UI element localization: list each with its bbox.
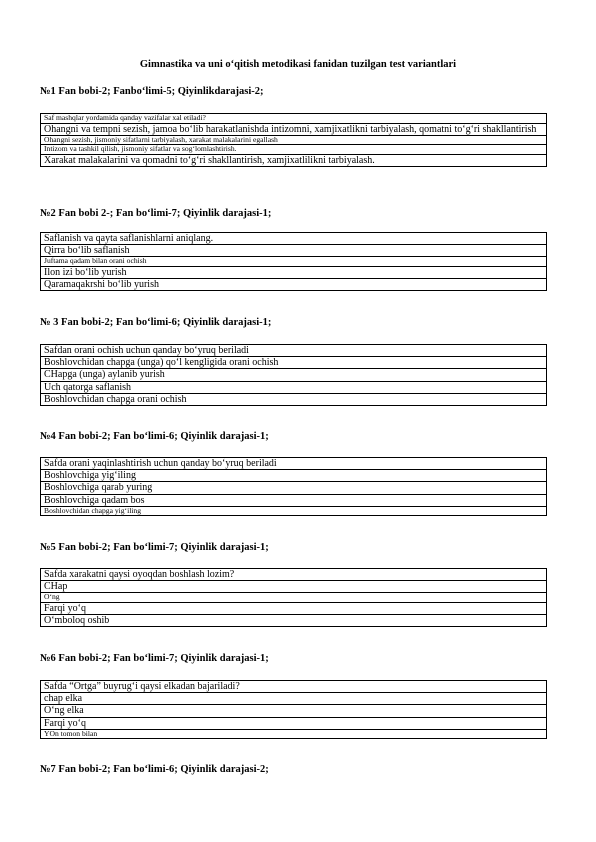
answer-option: O‘ng (41, 593, 547, 603)
answer-option: CHap (41, 581, 547, 593)
answer-option: Qirra bo‘lib saflanish (41, 245, 547, 257)
answer-option: Farqi yo‘q (41, 717, 547, 729)
document-title: Gimnastika va uni o‘qitish metodikasi fanidan tuzilgan test variantlari (139, 59, 457, 70)
answer-option: Boshlovchidan chapga (unga) qo‘l kengligida orani ochish (41, 357, 547, 369)
question-text: Saflanish va qayta saflanishlarni aniqlang. (41, 233, 547, 245)
answer-option: Boshlovchidan chapga yig‘iling (41, 506, 547, 516)
answer-option: Boshlovchidan chapga orani ochish (41, 393, 547, 405)
question-header: №2 Fan bobi 2-; Fan bo‘limi-7; Qiyinlik darajasi-1; (40, 208, 272, 219)
answer-option: Farqi yo‘q (41, 602, 547, 614)
question-header: №4 Fan bobi-2; Fan bo‘limi-6; Qiyinlik darajasi-1; (40, 431, 269, 442)
answer-option: Intizom va tashkil qilish, jismoniy sifatlar va sog‘lomlashtirish. (41, 145, 547, 155)
question-text: Safda xarakatni qaysi oyoqdan boshlash lozim? (41, 569, 547, 581)
answer-option: Boshlovchiga qadam bos (41, 494, 547, 506)
question-table (40, 457, 547, 516)
answer-option: Ohangni sezish, jismoniy sifatlarni tarbiyalash, xarakat malakalarini egallash (41, 135, 547, 145)
question-table (40, 568, 547, 627)
question-table (40, 113, 547, 167)
question-header: №5 Fan bobi-2; Fan bo‘limi-7; Qiyinlik darajasi-1; (40, 542, 269, 553)
question-header: №6 Fan bobi-2; Fan bo‘limi-7; Qiyinlik darajasi-1; (40, 653, 269, 664)
answer-option: Boshlovchiga qarab yuring (41, 482, 547, 494)
answer-option: Qaramaqakrshi bo‘lib yurish (41, 279, 547, 291)
answer-option: Ohangni va tempni sezish, jamoa bo‘lib harakatlanishda intizomni, xamjixatlikni tarbiyalash, qomatni to‘g‘ri shakllantirish (41, 123, 547, 135)
answer-option: Boshlovchiga yig‘iling (41, 470, 547, 482)
question-text: Safdan orani ochish uchun qanday bo‘yruq beriladi (41, 345, 547, 357)
question-text: Saf mashqlar yordamida qanday vazifalar xal etiladi? (41, 114, 547, 124)
question-text: Safda orani yaqinlashtirish uchun qanday bo‘yruq beriladi (41, 458, 547, 470)
answer-option: O‘ng elka (41, 705, 547, 717)
question-text: Safda “Ortga” buyrug‘i qaysi elkadan bajariladi? (41, 681, 547, 693)
question-table (40, 344, 547, 406)
answer-option: CHapga (unga) aylanib yurish (41, 369, 547, 381)
question-table (40, 232, 547, 291)
question-header: №1 Fan bobi-2; Fanbo‘limi-5; Qiyinlikdarajasi-2; (40, 86, 264, 97)
question-header: № 3 Fan bobi-2; Fan bo‘limi-6; Qiyinlik darajasi-1; (40, 317, 272, 328)
answer-option: YOn tomon bilan (41, 729, 547, 739)
question-header: №7 Fan bobi-2; Fan bo‘limi-6; Qiyinlik darajasi-2; (40, 764, 269, 775)
answer-option: Xarakat malakalarini va qomadni to‘g‘ri shakllantirish, xamjixatlilikni tarbiyalash. (41, 154, 547, 166)
answer-option: O‘mboloq oshib (41, 615, 547, 627)
answer-option: Ilon izi bo‘lib yurish (41, 266, 547, 278)
answer-option: Juftama qadam bilan orani ochish (41, 257, 547, 267)
question-table (40, 680, 547, 739)
answer-option: chap elka (41, 693, 547, 705)
answer-option: Uch qatorga saflanish (41, 381, 547, 393)
